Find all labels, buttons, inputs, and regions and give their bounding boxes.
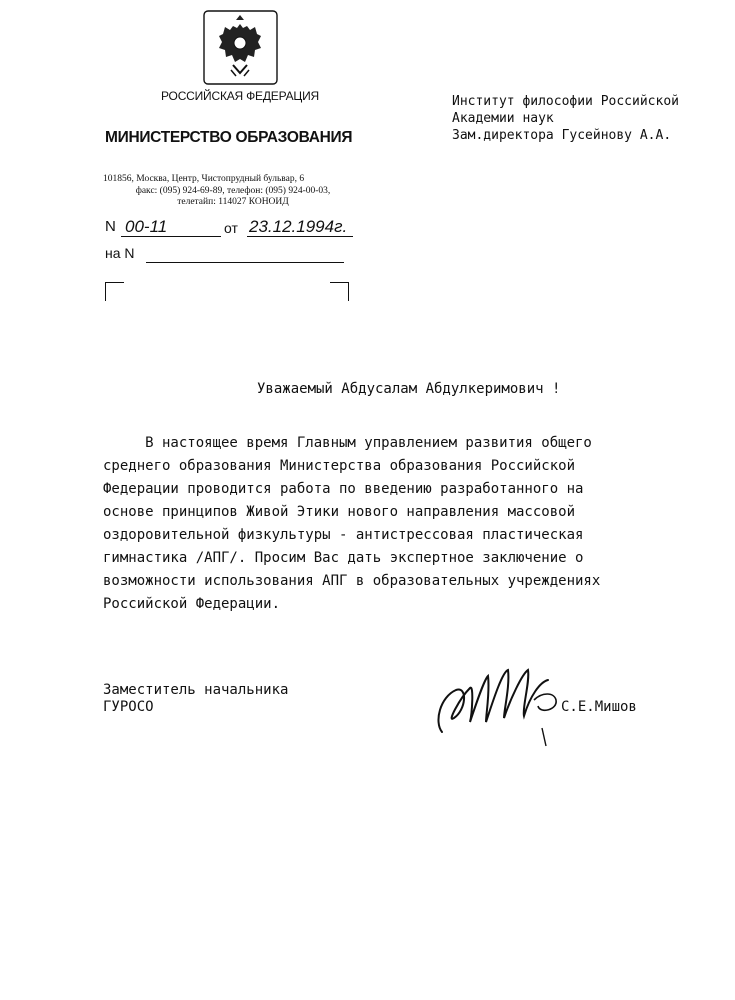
body-line: Российской Федерации. — [103, 596, 281, 612]
address-window-corner-left — [105, 282, 124, 301]
recipient-line: Зам.директора Гусейнову А.А. — [452, 128, 672, 143]
body-line: оздоровительной физкультуры - антистрессовая пластическая — [103, 527, 584, 543]
letterhead-country: РОССИЙСКАЯ ФЕДЕРАЦИЯ — [161, 89, 319, 103]
reference-number-label: N — [105, 218, 116, 235]
recipient-line: Институт философии Российской — [452, 94, 679, 109]
address-window-corner-right — [330, 282, 349, 301]
emblem-icon — [203, 10, 278, 85]
signer-name: С.Е.Мишов — [561, 699, 637, 715]
reply-number-label: на N — [105, 245, 135, 261]
body-line: Федерации проводится работа по введению разработанного на — [103, 481, 584, 497]
address-line: 101856, Москва, Центр, Чистопрудный бульвар, 6 — [103, 174, 305, 184]
handwritten-signature — [430, 652, 580, 752]
letterhead-ministry: МИНИСТЕРСТВО ОБРАЗОВАНИЯ — [105, 129, 353, 146]
body-line: среднего образования Министерства образования Российской — [103, 458, 576, 474]
reference-date-value: 23.12.1994г. — [247, 217, 353, 237]
reply-number-line — [146, 262, 344, 263]
reference-date-label: от — [224, 220, 238, 236]
body-line: гимнастика /АПГ/. Просим Вас дать экспертное заключение о — [103, 550, 584, 566]
reference-number-value: 00-11 — [121, 217, 221, 237]
body-line: основе принципов Живой Этики нового направления массовой — [103, 504, 576, 520]
letter-body — [103, 432, 683, 616]
signatory-title — [103, 682, 288, 716]
recipient-block — [452, 93, 679, 144]
address-line: телетайп: 114027 КОНОИД — [177, 197, 289, 207]
letterhead-address — [103, 174, 363, 209]
salutation: Уважаемый Абдусалам Абдулкеримович ! — [257, 381, 561, 397]
signatory-title-line: ГУРОСО — [103, 699, 154, 715]
body-line: В настоящее время Главным управлением развития общего — [103, 435, 592, 451]
signatory-title-line: Заместитель начальника — [103, 682, 289, 698]
body-line: возможности использования АПГ в образовательных учреждениях — [103, 573, 601, 589]
recipient-line: Академии наук — [452, 111, 554, 126]
address-line: факс: (095) 924-69-89, телефон: (095) 924-00-03, — [135, 185, 331, 196]
